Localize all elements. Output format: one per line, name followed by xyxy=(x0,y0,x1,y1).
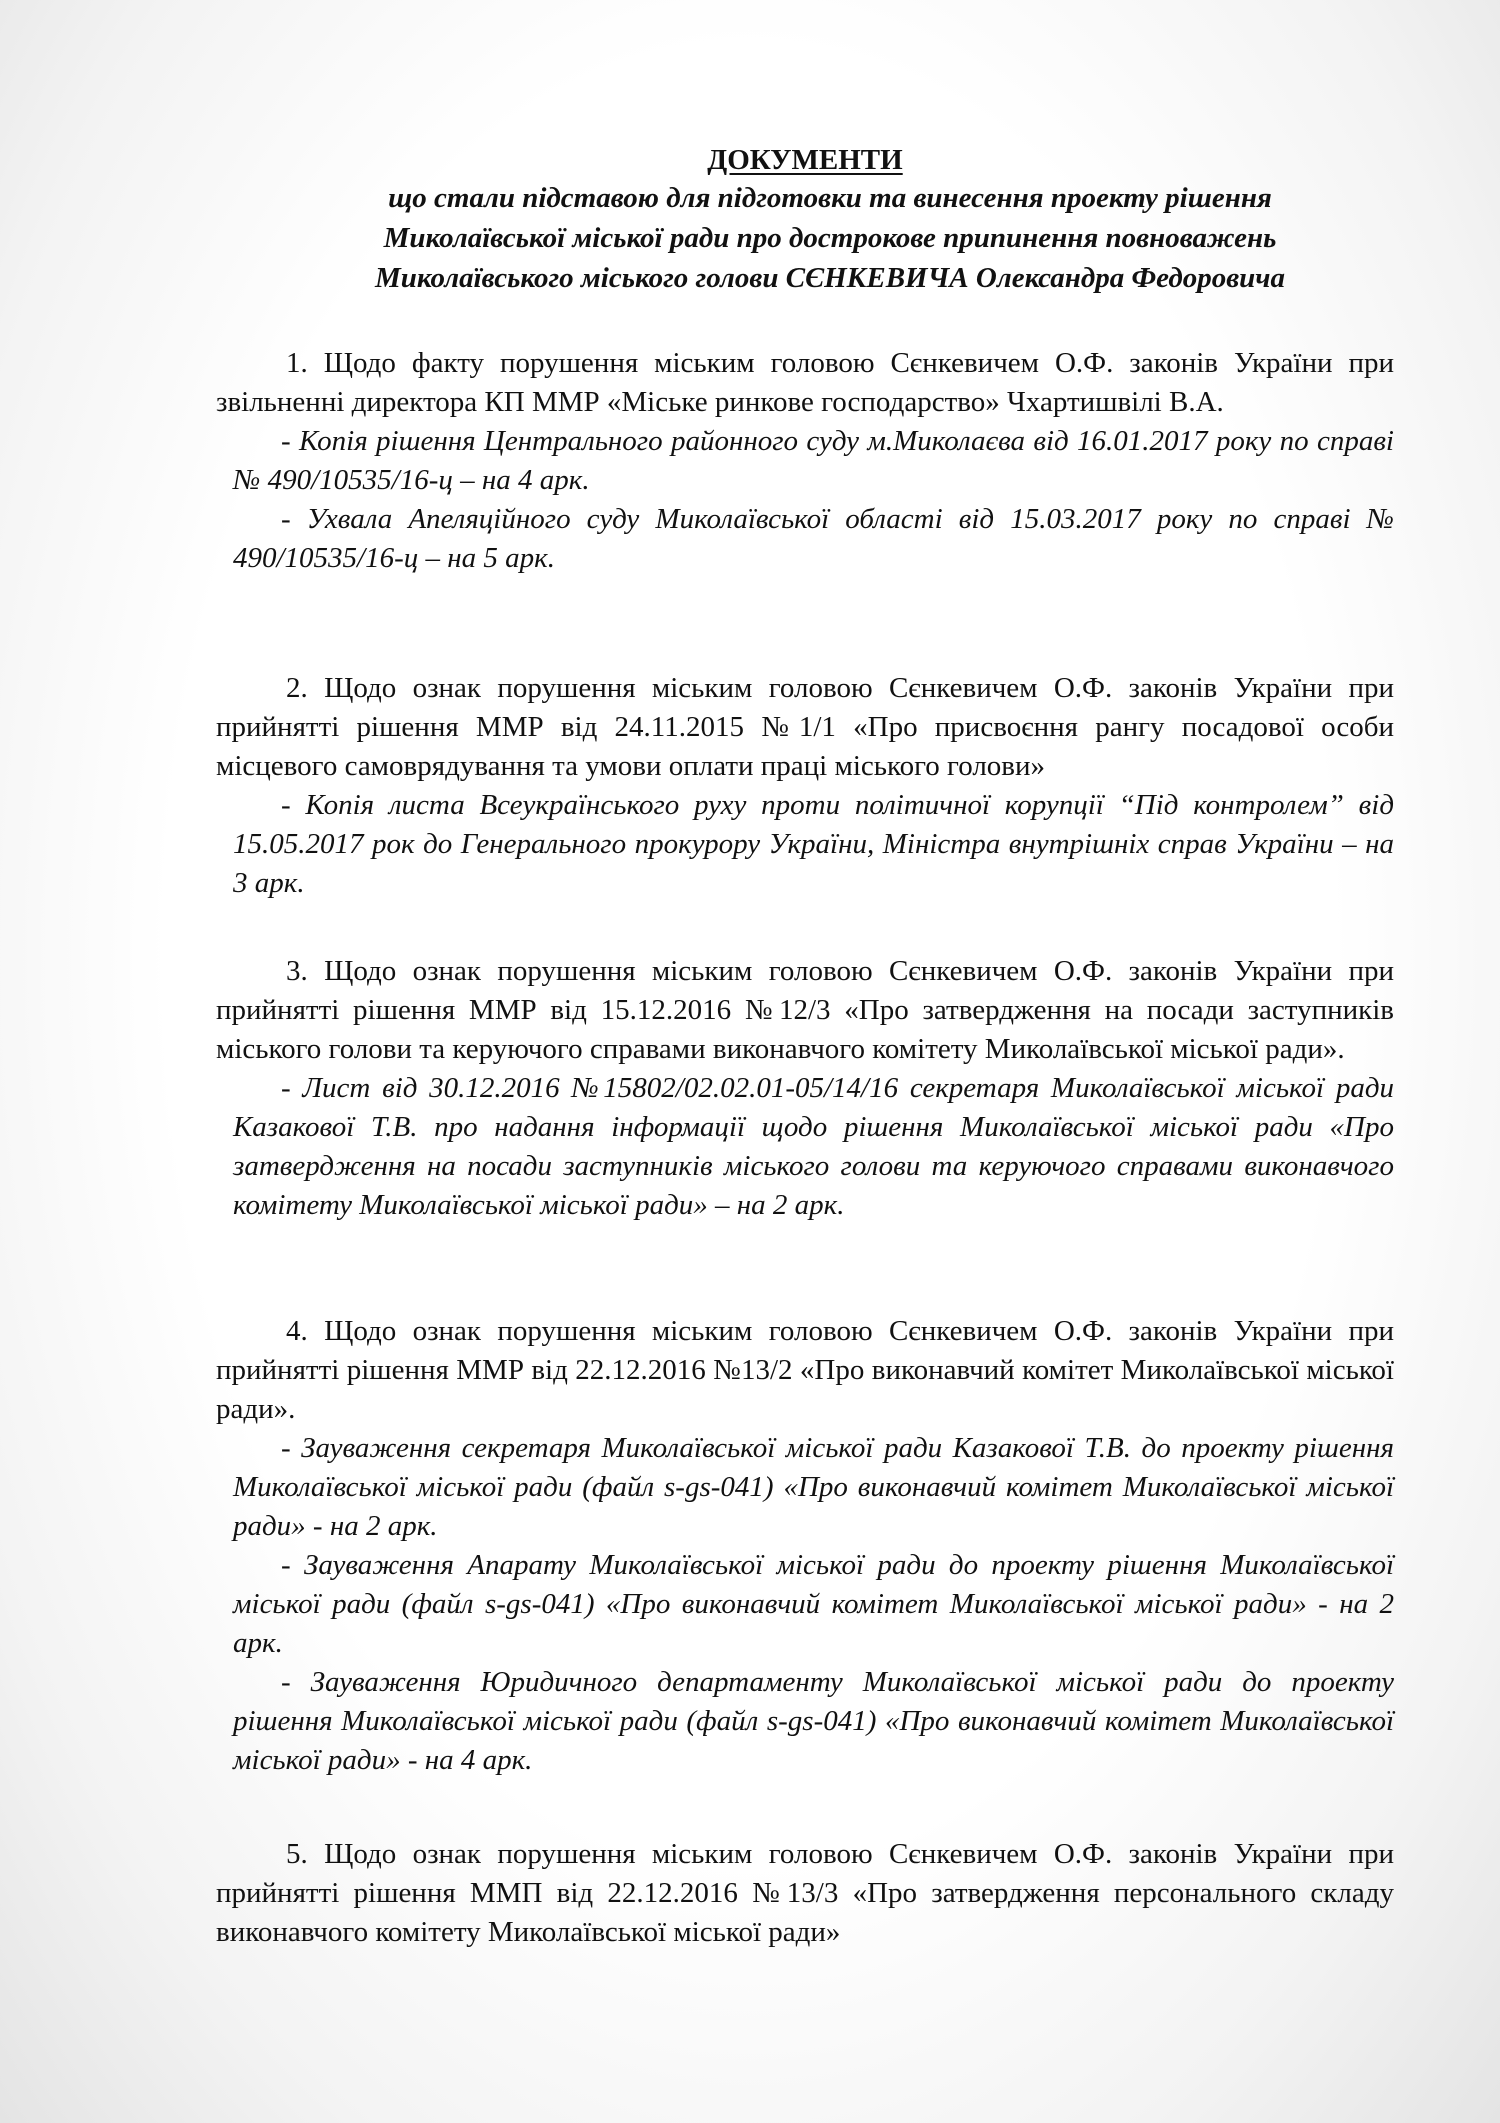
section-4 xyxy=(216,1312,1394,1780)
document-list-item: - Копія листа Всеукраїнського руху проти політичної корупції “Під контролем” від 15.05.2017 рок до Генерального прокурору України, Міністра внутрішніх справ України – на 3 арк. xyxy=(233,789,1394,899)
section-3 xyxy=(216,952,1394,1225)
section-heading: 1. Щодо факту порушення міським головою Сєнкевичем О.Ф. законів України при звільненні директора КП ММР «Міське ринкове господарство» Чхартишвілі В.А. xyxy=(216,347,1394,418)
document-subtitle xyxy=(0,178,1500,298)
document-list-item: - Ухвала Апеляційного суду Миколаївської області від 15.03.2017 року по справі № 490/10535/16-ц – на 5 арк. xyxy=(233,503,1394,574)
section-heading: 3. Щодо ознак порушення міським головою Сєнкевичем О.Ф. законів України при прийнятті рішення ММР від 15.12.2016 №12/3 «Про затвердження на посади заступників міського голови та керуючого справами виконавчого комітету Миколаївської міської ради». xyxy=(216,955,1394,1065)
section-heading: 2. Щодо ознак порушення міським головою Сєнкевичем О.Ф. законів України при прийнятті рішення ММР від 24.11.2015 №1/1 «Про присвоєння рангу посадової особи місцевого самоврядування та умови оплати праці міського голови» xyxy=(216,672,1394,782)
subtitle-line: Миколаївської міської ради про дострокове припинення повноважень xyxy=(383,222,1277,254)
section-2 xyxy=(216,669,1394,903)
document-list-item: - Зауваження секретаря Миколаївської міської ради Казакової Т.В. до проекту рішення Миколаївської міської ради (файл s-gs-041) «Про виконавчий комітет Миколаївської міської ради» - на 2 арк. xyxy=(233,1432,1394,1542)
section-heading: 4. Щодо ознак порушення міським головою Сєнкевичем О.Ф. законів України при прийнятті рішення ММР від 22.12.2016 №13/2 «Про виконавчий комітет Миколаївської міської ради». xyxy=(216,1315,1394,1425)
document-list-item: - Лист від 30.12.2016 №15802/02.02.01-05/14/16 секретаря Миколаївської міської ради Казакової Т.В. про надання інформації щодо рішення Миколаївської міської ради «Про затвердження на посади заступників міського голови та керуючого справами виконавчого комітету Миколаївської міської ради» – на 2 арк. xyxy=(233,1072,1394,1221)
subtitle-line: що стали підставою для підготовки та винесення проекту рішення xyxy=(388,182,1272,214)
section-heading: 5. Щодо ознак порушення міським головою Сєнкевичем О.Ф. законів України при прийнятті рішення ММП від 22.12.2016 №13/3 «Про затвердження персонального складу виконавчого комітету Миколаївської міської ради» xyxy=(216,1838,1394,1948)
subtitle-line: Миколаївського міського голови СЄНКЕВИЧА Олександра Федоровича xyxy=(374,262,1286,294)
document-title: ДОКУМЕНТИ xyxy=(707,144,903,176)
document-list-item: - Зауваження Апарату Миколаївської міської ради до проекту рішення Миколаївської міської ради (файл s-gs-041) «Про виконавчий комітет Миколаївської міської ради» - на 2 арк. xyxy=(233,1549,1394,1659)
document-header xyxy=(0,142,1500,298)
section-1 xyxy=(216,344,1394,578)
document-list-item: - Копія рішення Центрального районного суду м.Миколаєва від 16.01.2017 року по справі № 490/10535/16-ц – на 4 арк. xyxy=(233,425,1394,496)
section-5 xyxy=(216,1835,1394,1952)
document-list-item: - Зауваження Юридичного департаменту Миколаївської міської ради до проекту рішення Миколаївської міської ради (файл s-gs-041) «Про виконавчий комітет Миколаївської міської ради» - на 4 арк. xyxy=(233,1666,1394,1776)
